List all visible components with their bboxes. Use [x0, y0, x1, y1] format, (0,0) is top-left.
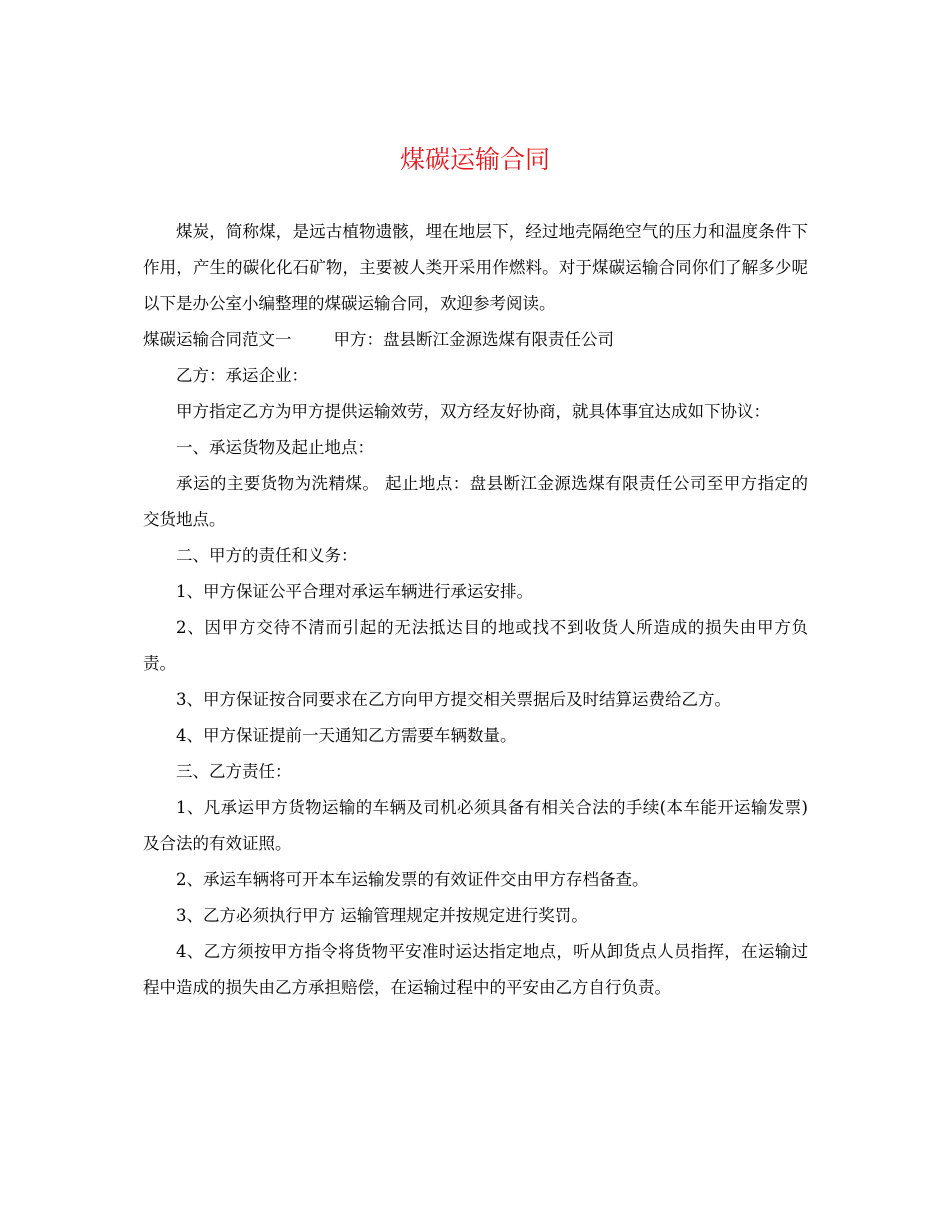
party-a: 甲方：盘县断江金源选煤有限责任公司: [333, 330, 614, 349]
section1-title: 一、承运货物及起止地点：: [176, 438, 374, 457]
section2-item: 1、甲方保证公平合理对承运车辆进行承运安排。: [176, 582, 533, 601]
document-body: [143, 214, 808, 1006]
sample-header-line: [143, 322, 808, 358]
section3-item: 3、乙方必须执行甲方 运输管理规定并按规定进行奖罚。: [176, 906, 588, 925]
party-b: 乙方：承运企业：: [176, 366, 308, 385]
section2-title: 二、甲方的责任和义务：: [176, 546, 358, 565]
section2-item: 3、甲方保证按合同要求在乙方向甲方提交相关票据后及时结算运费给乙方。: [176, 690, 731, 709]
section3-title: 三、乙方责任：: [176, 762, 292, 781]
section3-item: 4、乙方须按甲方指令将货物平安准时运达指定地点，听从卸货点人员指挥，在运输过程中造成的损失由乙方承担赔偿，在运输过程中的平安由乙方自行负责。: [143, 942, 808, 997]
document-title: 煤碳运输合同: [399, 145, 550, 174]
intro-paragraph: 煤炭，简称煤，是远古植物遗骸，埋在地层下，经过地壳隔绝空气的压力和温度条件下作用，产生的碳化化石矿物，主要被人类开采用作燃料。对于煤碳运输合同你们了解多少呢以下是办公室小编整理的煤碳运输合同，欢迎参考阅读。: [143, 222, 808, 313]
section3-item: 2、承运车辆将可开本车运输发票的有效证件交由甲方存档备查。: [176, 870, 649, 889]
sample-label: 煤碳运输合同范文一: [143, 330, 292, 349]
section3-item: 1、凡承运甲方货物运输的车辆及司机必须具备有相关合法的手续(本车能开运输发票)及合法的有效证照。: [143, 798, 808, 853]
section2-item: 4、甲方保证提前一天通知乙方需要车辆数量。: [176, 726, 517, 745]
section1-text: 承运的主要货物为洗精煤。 起止地点：盘县断江金源选煤有限责任公司至甲方指定的交货地点。: [143, 474, 808, 529]
section2-item: 2、因甲方交待不清而引起的无法抵达目的地或找不到收货人所造成的损失由甲方负责。: [143, 618, 808, 673]
agreement-paragraph: 甲方指定乙方为甲方提供运输效劳，双方经友好协商，就具体事宜达成如下协议：: [176, 402, 770, 421]
